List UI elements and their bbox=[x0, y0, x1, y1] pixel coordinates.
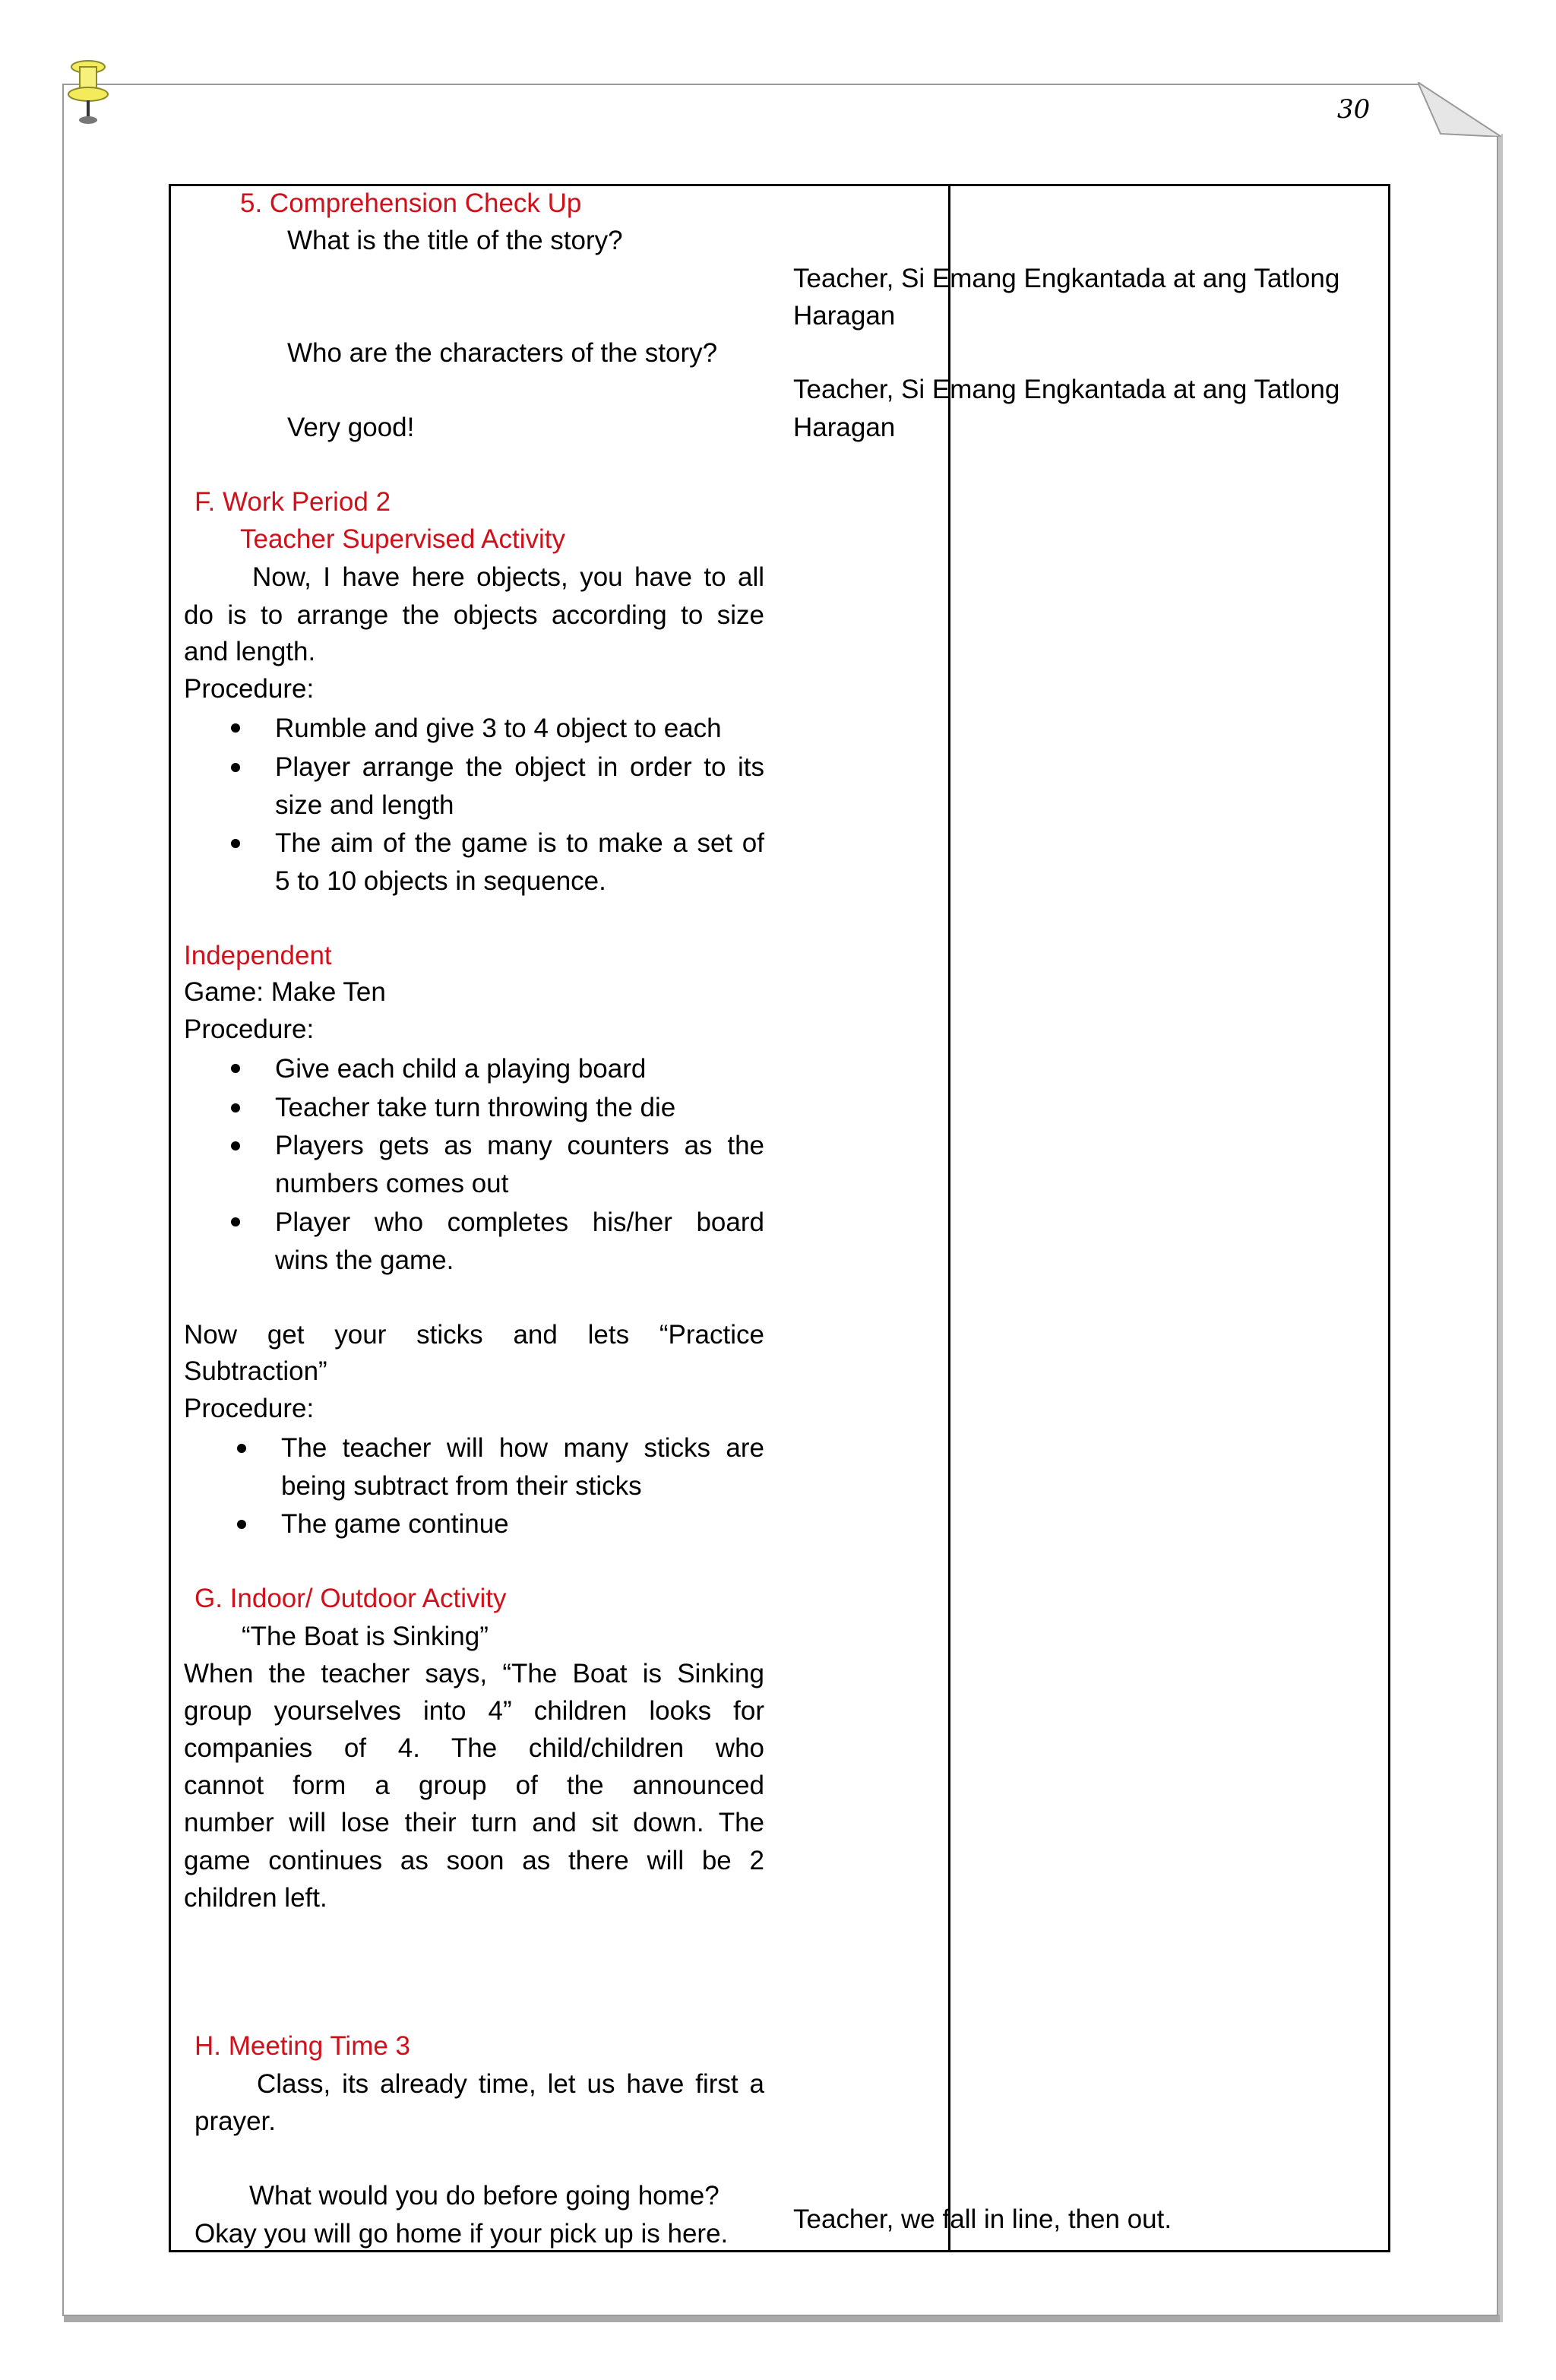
list-item-continued: wins the game. bbox=[275, 1245, 454, 1275]
answer-going-home: Teacher, we fall in line, then out. bbox=[793, 2204, 1172, 2234]
bullet-icon bbox=[231, 1103, 240, 1112]
page-shadow-right bbox=[1498, 134, 1503, 2322]
bullet-icon bbox=[231, 1217, 240, 1226]
list-item-continued: numbers comes out bbox=[275, 1169, 509, 1198]
answer-title-continued: Haragan bbox=[793, 301, 896, 331]
section-f-subtitle: Teacher Supervised Activity bbox=[240, 524, 565, 554]
bullet-icon bbox=[237, 1520, 246, 1529]
paragraph-line: Class, its already time, let us have first a bbox=[257, 2069, 764, 2099]
answer-title: Teacher, Si Emang Engkantada at ang Tatlong bbox=[793, 264, 1340, 293]
section-f-title: F. Work Period 2 bbox=[194, 487, 391, 517]
question-characters: Who are the characters of the story? bbox=[287, 338, 718, 368]
page-curl-corner bbox=[1418, 82, 1501, 137]
procedure-label: Procedure: bbox=[184, 674, 315, 704]
list-item: The game continue bbox=[281, 1509, 509, 1539]
procedure-label: Procedure: bbox=[184, 1014, 315, 1044]
list-item: Rumble and give 3 to 4 object to each bbox=[275, 714, 722, 743]
game-title: “The Boat is Sinking” bbox=[242, 1622, 489, 1651]
subtraction-intro: Now get your sticks and lets “Practice bbox=[184, 1320, 764, 1350]
list-item: Players gets as many counters as the bbox=[275, 1131, 764, 1160]
bullet-icon bbox=[231, 723, 240, 733]
answer-characters-continued: Haragan bbox=[793, 413, 896, 442]
paragraph-line: Now, I have here objects, you have to all bbox=[252, 562, 764, 592]
list-item-continued: 5 to 10 objects in sequence. bbox=[275, 866, 606, 896]
bullet-icon bbox=[231, 1141, 240, 1150]
bullet-icon bbox=[237, 1444, 246, 1453]
pushpin-icon bbox=[67, 59, 109, 132]
answer-characters: Teacher, Si Emang Engkantada at ang Tatlong bbox=[793, 375, 1340, 404]
list-item: Teacher take turn throwing the die bbox=[275, 1093, 676, 1122]
closing-line: Okay you will go home if your pick up is here. bbox=[194, 2219, 729, 2249]
bullet-icon bbox=[231, 763, 240, 772]
list-item-continued: size and length bbox=[275, 790, 454, 820]
paragraph-line: do is to arrange the objects according to size bbox=[184, 600, 764, 630]
paragraph-line: prayer. bbox=[194, 2106, 276, 2136]
independent-title: Independent bbox=[184, 941, 332, 970]
paragraph-line: and length. bbox=[184, 637, 316, 666]
list-item: Give each child a playing board bbox=[275, 1054, 647, 1084]
section-5-title: 5. Comprehension Check Up bbox=[240, 188, 582, 218]
list-item: The teacher will how many sticks are bbox=[281, 1433, 764, 1463]
column-divider bbox=[948, 186, 950, 2250]
list-item: Player who completes his/her board bbox=[275, 1207, 764, 1237]
section-h-title: H. Meeting Time 3 bbox=[194, 2031, 410, 2061]
list-item: The aim of the game is to make a set of bbox=[275, 828, 764, 858]
game-name: Game: Make Ten bbox=[184, 977, 386, 1007]
page-number: 30 bbox=[1337, 94, 1371, 125]
question-title: What is the title of the story? bbox=[287, 226, 623, 255]
paragraph-line: number will lose their turn and sit down. The bbox=[184, 1808, 764, 1837]
bullet-icon bbox=[231, 839, 240, 848]
paragraph-line: When the teacher says, “The Boat is Sinking bbox=[184, 1659, 764, 1688]
paragraph-line: cannot form a group of the announced bbox=[184, 1771, 764, 1800]
procedure-label: Procedure: bbox=[184, 1394, 315, 1423]
bullet-icon bbox=[231, 1064, 240, 1073]
list-item: Player arrange the object in order to its bbox=[275, 752, 764, 782]
question-going-home: What would you do before going home? bbox=[249, 2181, 719, 2211]
section-g-title: G. Indoor/ Outdoor Activity bbox=[194, 1584, 507, 1613]
paragraph-line: companies of 4. The child/children who bbox=[184, 1733, 764, 1763]
paragraph-line: children left. bbox=[184, 1883, 327, 1913]
praise-text: Very good! bbox=[287, 413, 415, 442]
list-item-continued: being subtract from their sticks bbox=[281, 1471, 642, 1501]
paragraph-line: group yourselves into 4” children looks for bbox=[184, 1696, 764, 1726]
subtraction-intro-continued: Subtraction” bbox=[184, 1356, 327, 1386]
paragraph-line: game continues as soon as there will be 2 bbox=[184, 1846, 764, 1875]
